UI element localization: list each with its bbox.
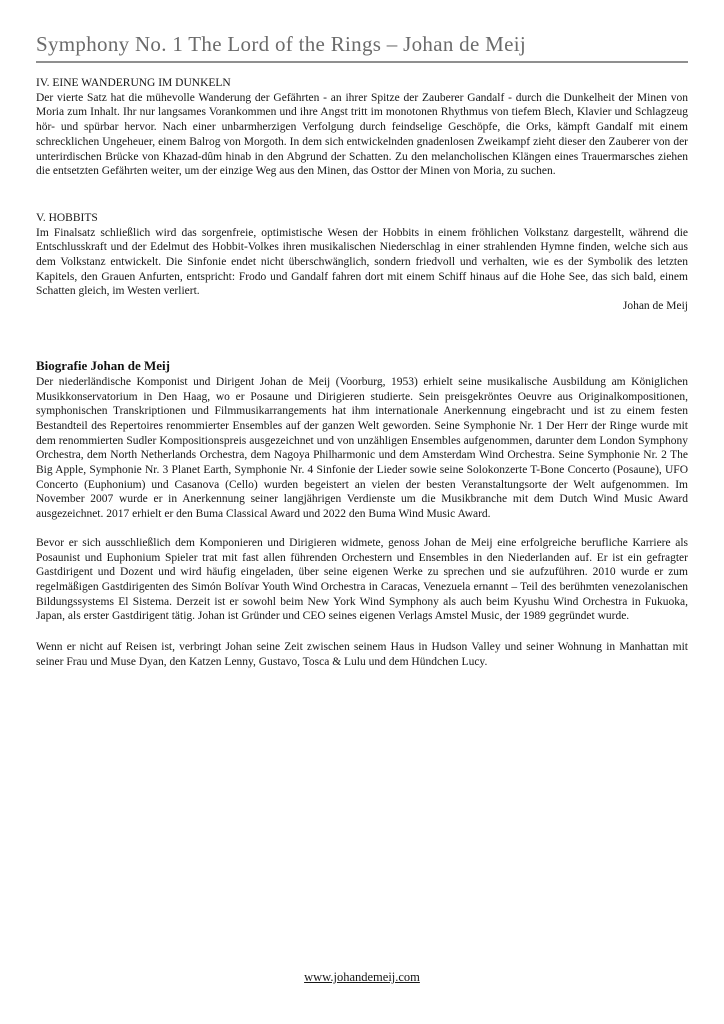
page-title: Symphony No. 1 The Lord of the Rings – Johan de Meij	[36, 32, 688, 63]
movement-4-heading: IV. EINE WANDERUNG IM DUNKELN	[36, 77, 231, 89]
page-content	[0, 32, 724, 670]
movement-4-text: Der vierte Satz hat die mühevolle Wanderung der Gefährten - an ihrer Spitze der Zauberer Gandalf - durch die Dunkelheit der Minen von Moria zum Inhalt. Ihr nur langsames Vorankommen und ihre Angst tritt im monotonen Rhythmus von tiefem Blech, Klavier und Schlagzeug hör- und spürbar hervor. Nach einer unbarmherzigen Verfolgung durch feindselige Geschöpfe, die Orks, kämpft Gandalf mit einem schrecklichen Ungeheuer, einem Balrog von Morgoth. In dem sich entwickelnden gnadenlosen Zweikampf zieht dieser den Zauberer von der unterirdischen Brücke von Khazad-dûm hinab in den Abgrund der Schatten. Zu den melancholischen Klängen eines Trauermarsches ziehen die entsetzten Gefährten weiter, um der einzige Weg aus den Minen, das Osttor der Minen von Moria, zu suchen.	[36, 91, 688, 178]
program-note-movement-4	[36, 76, 688, 179]
movement-5-heading: V. HOBBITS	[36, 211, 98, 224]
biography-paragraph-2: Bevor er sich ausschließlich dem Komponieren und Dirigieren widmete, genoss Johan de Meij eine erfolgreiche berufliche Karriere als Posaunist und Euphonium Spieler trat mit fast allen führenden Orchestern und Ensembles in den Niederlanden auf. Er ist ein gefragter Gastdirigent und Dozent und wird häufig eingeladen, über seine eigenen Werke zu sprechen und sie aufzuführen. 2010 wurde er zum regelmäßigen Gastdirigenten des Simón Bolívar Youth Wind Orchestra in Caracas, Venezuela ernannt – Teil des berühmten venezolanischen Bildungssystems El Sistema. Derzeit ist er sowohl beim New York Wind Symphony als auch beim Kyushu Wind Orchestra in Fukuoka, Japan, als erster Gastdirigent tätig. Johan ist Gründer und CEO seines eigenen Verlags Amstel Music, der 1989 gegründet wurde.	[36, 536, 688, 623]
author-signature: Johan de Meij	[622, 300, 688, 313]
page-footer	[0, 968, 724, 986]
biography-section	[36, 358, 688, 670]
website-link[interactable]: www.johandemeij.com	[304, 970, 420, 984]
biography-paragraph-3: Wenn er nicht auf Reisen ist, verbringt Johan seine Zeit zwischen seinem Haus in Hudson Valley und seiner Wohnung in Manhattan mit seiner Frau und Muse Dyan, den Katzen Lenny, Gustavo, Tosca & Lulu und dem Hündchen Lucy.	[36, 641, 688, 668]
program-note-movement-5	[36, 211, 688, 299]
movement-5-text: Im Finalsatz schließlich wird das sorgenfreie, optimistische Wesen der Hobbits in einem fröhlichen Volkstanz dargestellt, während die Entschlusskraft und der Edelmut des Hobbit-Volkes ihren musikalischen Niederschlag in einer strahlenden Hymne finden, welche sich aus dem Volkstanz entwickelt. Die Sinfonie endet nicht überschwänglich, sondern friedvoll und verhalten, wie es der Symbolik des letzten Kapitels, den Grauen Anfurten, entspricht: Frodo und Gandalf fahren dort mit einem Schiff hinaus auf die Hohe See, das sich bald, einem Schatten gleich, im Westen verliert.	[36, 226, 688, 298]
biography-heading: Biografie Johan de Meij	[36, 357, 170, 373]
biography-paragraph-1: Der niederländische Komponist und Dirigent Johan de Meij (Voorburg, 1953) erhielt seine musikalische Ausbildung am Königlichen Musikkonservatorium in Den Haag, wo er Posaune und Dirigieren studierte. Sein preisgekröntes Oeuvre aus Originalkompositionen, symphonischen Transkriptionen und Filmmusikarrangements hat ihm internationale Anerkennung eingebracht und ist zu einem festen Bestandteil des Repertoires renommierter Ensembles auf der ganzen Welt geworden. Seine Symphonie Nr. 1 Der Herr der Ringe wurde mit dem renommierten Sudler Kompositionspreis ausgezeichnet und von unzähligen Ensembles aufgenommen, darunter dem London Symphony Orchestra, dem North Netherlands Orchestra, dem Nagoya Philharmonic und dem Amsterdam Wind Orchestra. Seine Symphonie Nr. 2 The Big Apple, Symphonie Nr. 3 Planet Earth, Symphonie Nr. 4 Sinfonie der Lieder sowie seine Solokonzerte T-Bone Concerto (Posaune), UFO Concerto (Euphonium) und Casanova (Cello) wurden begeistert an vielen der besten Veranstaltungsorte der Welt aufgenommen. Im November 2007 wurde er in Anerkennung seiner langjährigen Verdienste um die Musikbranche mit dem Dutch Wind Music Award ausgezeichnet. 2017 erhielt er den Buma Classical Award und 2022 den Buma Wind Music Award.	[36, 375, 688, 521]
